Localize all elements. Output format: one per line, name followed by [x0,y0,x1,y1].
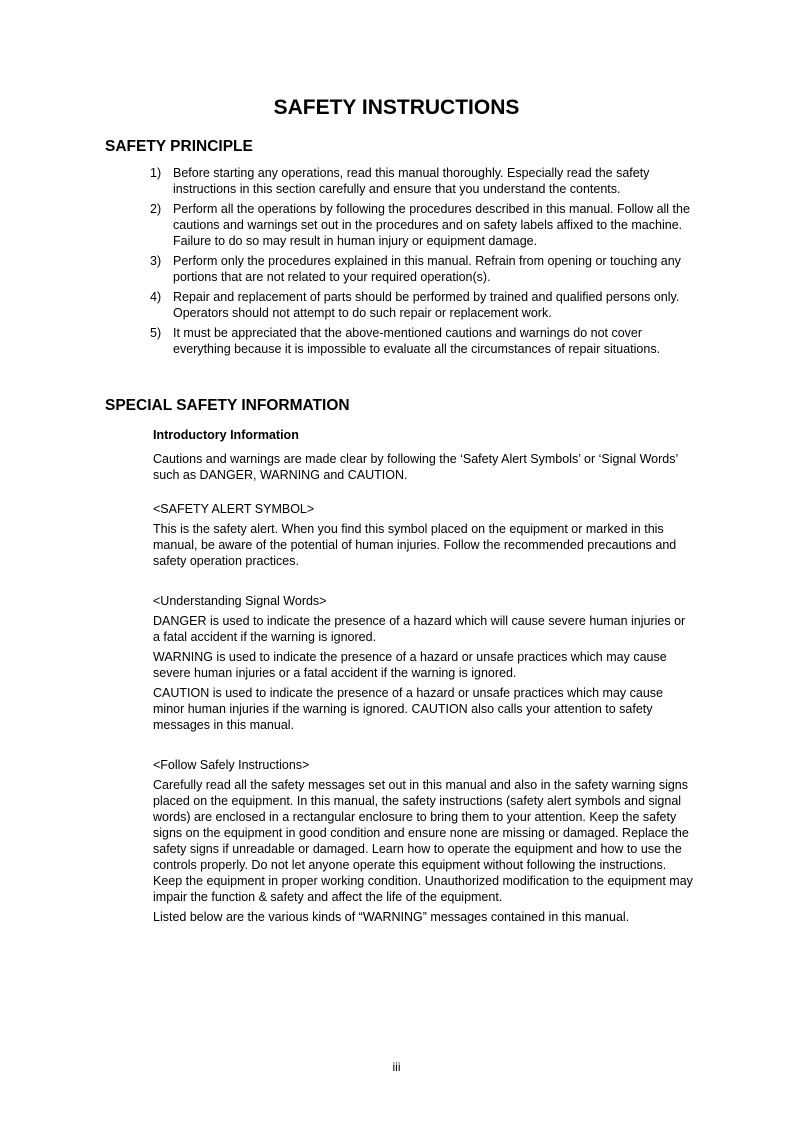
list-item-number: 1) [150,166,162,180]
safety-principle-list [150,165,695,361]
list-item-text: Perform only the procedures explained in this manual. Refrain from opening or touching any portions that are not related to your required operation(s). [173,254,681,284]
intro-paragraph: Cautions and warnings are made clear by following the ‘Safety Alert Symbols’ or ‘Signal Words’ such as DANGER, WARNING and CAUTION. [153,452,678,482]
list-item-text: It must be appreciated that the above-mentioned cautions and warnings do not cover everything because it is impossible to evaluate all the circumstances of repair situations. [173,326,661,356]
listed-below-paragraph: Listed below are the various kinds of “WARNING” messages contained in this manual. [153,910,630,924]
page-title: SAFETY INSTRUCTIONS [273,96,520,119]
caution-paragraph: CAUTION is used to indicate the presence of a hazard or unsafe practices which may cause minor human injuries if the warning is ignored. CAUTION also calls your attention to safety messages in this manual. [153,686,663,732]
alert-symbol-heading: <SAFETY ALERT SYMBOL> [153,502,315,516]
list-item [150,165,695,197]
list-item-number: 2) [150,202,162,216]
list-item [150,325,695,357]
list-item [150,201,695,249]
follow-instructions-paragraph: Carefully read all the safety messages set out in this manual and also in the safety warning signs placed on the equipment. In this manual, the safety instructions (safety alert symbols and signal words) are enclosed in a rectangular enclosure to bring them to your attention. Keep the safety signs on the equipment in good condition and ensure none are missing or damaged. Replace the safety signs if unreadable or damaged. Learn how to operate the equipment and how to use the controls properly. Do not let anyone operate this equipment without following the instructions. Keep the equipment in proper working condition. Unauthorized modification to the equipment may impair the function & safety and affect the life of the equipment. [153,778,693,904]
intro-heading: Introductory Information [153,428,299,442]
list-item-number: 5) [150,326,162,340]
danger-paragraph: DANGER is used to indicate the presence of a hazard which will cause severe human injuries or a fatal accident if the warning is ignored. [153,614,686,644]
list-item-text: Repair and replacement of parts should be performed by trained and qualified persons only. Operators should not attempt to do such repair or replacement work. [173,290,680,320]
list-item-text: Perform all the operations by following the procedures described in this manual. Follow all the cautions and warnings set out in the procedures and on safety labels affixed to the machine. Failure to do so may result in human injury or equipment damage. [173,202,690,248]
follow-instructions-heading: <Follow Safely Instructions> [153,758,310,772]
list-item-text: Before starting any operations, read this manual thoroughly. Especially read the safety instructions in this section carefully and ensure that you understand the contents. [173,166,650,196]
safety-principle-heading: SAFETY PRINCIPLE [105,138,253,155]
list-item [150,289,695,321]
list-item-number: 4) [150,290,162,304]
list-item [150,253,695,285]
signal-words-heading: <Understanding Signal Words> [153,594,327,608]
page-number: iii [392,1060,401,1074]
special-safety-heading: SPECIAL SAFETY INFORMATION [105,397,350,414]
alert-symbol-paragraph: This is the safety alert. When you find this symbol placed on the equipment or marked in this manual, be aware of the potential of human injuries. Follow the recommended precautions and safety operation practices. [153,522,677,568]
warning-paragraph: WARNING is used to indicate the presence of a hazard or unsafe practices which may cause severe human injuries or a fatal accident if the warning is ignored. [153,650,667,680]
special-safety-body [153,427,693,925]
list-item-number: 3) [150,254,162,268]
